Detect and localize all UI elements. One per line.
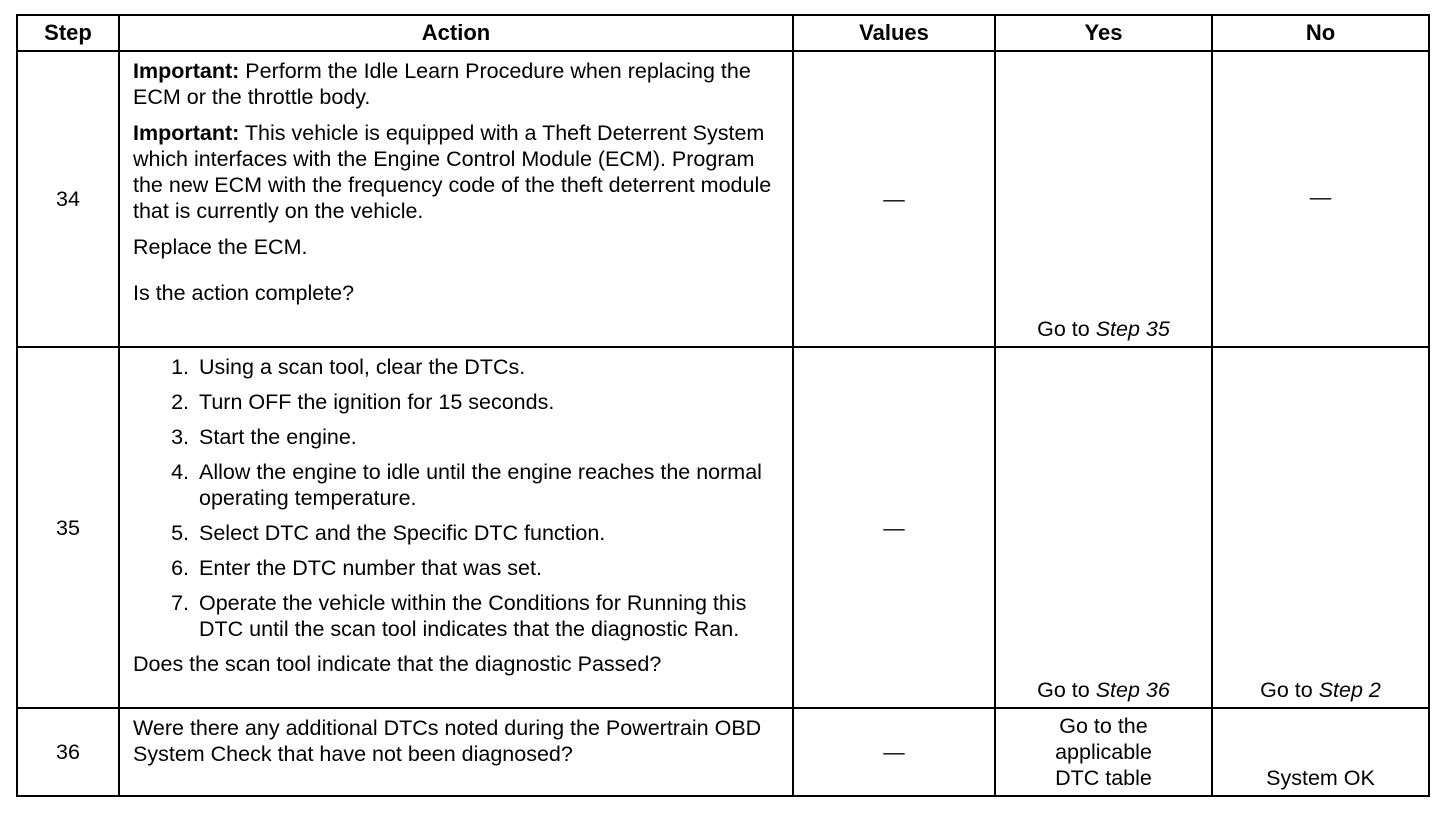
table-row-step-35 <box>17 347 1429 708</box>
item-text: Select DTC and the Specific DTC function. <box>199 521 606 545</box>
item-number: 3. <box>171 425 189 449</box>
diagnostic-table <box>16 14 1430 797</box>
header-yes: Yes <box>995 15 1212 51</box>
step-number: 36 <box>17 708 119 796</box>
question-text: Does the scan tool indicate that the diagnostic Passed? <box>133 652 662 676</box>
header-action: Action <box>119 15 793 51</box>
dash: — <box>883 740 905 764</box>
step-number: 35 <box>17 347 119 708</box>
dash: — <box>883 187 905 211</box>
item-text: Enter the DTC number that was set. <box>199 556 542 580</box>
action-cell <box>119 347 793 708</box>
list-item <box>133 389 778 415</box>
instruction-text: Replace the ECM. <box>133 235 308 259</box>
question-text: Is the action complete? <box>133 281 355 305</box>
important-label: Important: <box>133 59 240 83</box>
question-text: Were there any additional DTCs noted during the Powertrain OBD System Check that have not been diagnosed? <box>133 716 762 766</box>
yes-cell <box>995 347 1212 708</box>
goto-prefix: Go to <box>1037 317 1090 341</box>
goto-step-link[interactable]: Step 2 <box>1318 678 1381 702</box>
item-text: Allow the engine to idle until the engine reaches the normal operating temperature. <box>199 460 762 510</box>
list-item <box>133 354 778 380</box>
action-cell <box>119 51 793 347</box>
no-cell <box>1212 708 1429 796</box>
item-number: 5. <box>171 521 189 545</box>
values-cell <box>793 708 995 796</box>
goto-prefix: Go to <box>1260 678 1313 702</box>
item-text: Start the engine. <box>199 425 357 449</box>
item-text: Operate the vehicle within the Conditions for Running this DTC until the scan tool indicates that the diagnostic Ran. <box>199 591 747 641</box>
goto-dtc-table-link[interactable]: Go to the applicable DTC table <box>1055 714 1152 790</box>
goto-step-link[interactable]: Step 36 <box>1095 678 1170 702</box>
item-number: 1. <box>171 355 189 379</box>
list-item <box>133 424 778 450</box>
dash: — <box>1309 185 1332 209</box>
item-number: 4. <box>171 460 189 484</box>
system-ok-text: System OK <box>1266 766 1375 790</box>
header-no: No <box>1212 15 1429 51</box>
header-step: Step <box>17 15 119 51</box>
dash: — <box>883 515 905 540</box>
important-label: Important: <box>133 121 240 145</box>
action-cell <box>119 708 793 796</box>
important-note <box>133 120 778 224</box>
procedure-list <box>133 354 778 642</box>
item-number: 7. <box>171 591 189 615</box>
item-number: 6. <box>171 556 189 580</box>
item-number: 2. <box>171 390 189 414</box>
list-item <box>133 590 778 642</box>
item-text: Turn OFF the ignition for 15 seconds. <box>199 390 555 414</box>
goto-prefix: Go to <box>1037 678 1090 702</box>
values-cell <box>793 51 995 347</box>
list-item <box>133 520 778 546</box>
header-row <box>17 15 1429 51</box>
header-values: Values <box>793 15 995 51</box>
goto-step-link[interactable]: Step 35 <box>1095 317 1170 341</box>
yes-cell <box>995 708 1212 796</box>
no-cell <box>1212 347 1429 708</box>
list-item <box>133 555 778 581</box>
yes-cell <box>995 51 1212 347</box>
table-row-step-36 <box>17 708 1429 796</box>
values-cell <box>793 347 995 708</box>
important-text: This vehicle is equipped with a Theft Deterrent System which interfaces with the Engine Control Module (ECM). Program the new ECM with the frequency code of the theft deterrent module that is currently on the vehicle. <box>133 121 772 223</box>
item-text: Using a scan tool, clear the DTCs. <box>199 355 526 379</box>
no-cell <box>1212 51 1429 347</box>
important-text: Perform the Idle Learn Procedure when replacing the ECM or the throttle body. <box>133 59 751 109</box>
important-note <box>133 58 778 110</box>
table-row-step-34 <box>17 51 1429 347</box>
step-number: 34 <box>17 51 119 347</box>
list-item <box>133 459 778 511</box>
